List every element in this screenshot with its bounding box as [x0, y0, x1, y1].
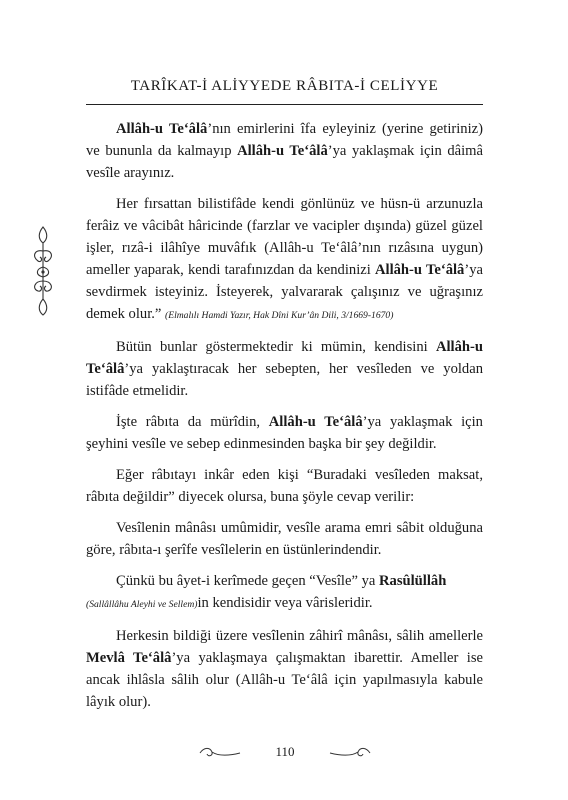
- bold-name: Allâh-u Te‘âlâ: [374, 262, 465, 278]
- text-span: ’ya sevdirmek isteyiniz. İsteyerek, yalvararak çalışınız ve uğraşınız demek olur.”: [86, 262, 483, 322]
- text-span: Her fırsattan bilistifâde kendi gönlünüz ve hüsn-ü arzunuzla ferâiz ve vâcibât hâricinde (farzlar ve vacipler dışında) güzel güzel işler, rızâ-i ilâhîye muvâfık (Allâh-u Te‘âlâ’nın rızâsına uygun) ameller yaparak, kendi tarafınızdan da kendinizi: [86, 196, 483, 278]
- text-span: ’nın emirlerini îfa eyleyiniz (yerine getiriniz) ve bununla da kalmayıp: [86, 121, 483, 159]
- body-text: [86, 118, 483, 722]
- paragraph: [86, 193, 483, 327]
- bold-name: Allâh-u Te‘âlâ: [86, 339, 483, 377]
- text-span: ’ya yaklaşmak için dâimâ vesîle arayınız.: [86, 143, 483, 181]
- paragraph: [86, 517, 483, 561]
- swirl-right-icon: [328, 746, 372, 760]
- bold-name: Rasûlüllâh: [379, 573, 447, 589]
- bold-name: Allâh-u Te‘âlâ: [116, 121, 208, 137]
- page-number: 110: [275, 744, 295, 759]
- floral-ornament-icon: [30, 225, 56, 317]
- text-span: ’ya yaklaşmaya çalışmaktan ibarettir. Ameller ise ancak ihlâsla sâlih olur (Allâh-u Te‘âlâ için yapılmasıyla kabule lâyık olur).: [86, 650, 483, 710]
- text-span: ’ya yaklaşmak için şeyhini vesîle ve sebep edinmesinden başka bir şey değildir.: [86, 414, 483, 452]
- citation: (Sallâllâhu Aleyhi ve Sellem): [86, 599, 198, 610]
- citation: (Elmalılı Hamdi Yazır, Hak Dîni Kur’ân Dili, 3/1669-1670): [165, 310, 394, 321]
- paragraph: [86, 411, 483, 455]
- running-header: TARÎKAT-İ ALİYYEDE RÂBITA-İ CELİYYE: [130, 78, 439, 94]
- text-span: ’ya yaklaştıracak her sebepten, her vesîleden ve yoldan istifâde etmelidir.: [86, 361, 483, 399]
- bold-name: Allâh-u Te‘âlâ: [268, 414, 363, 430]
- paragraph: [86, 336, 483, 402]
- page-footer: [190, 740, 380, 762]
- header-rule: [86, 104, 483, 105]
- paragraph: [86, 464, 483, 508]
- text-span: Vesîlenin mânâsı umûmidir, vesîle arama emri sâbit olduğuna göre, râbıta-ı şerîfe vesîlelerin en üstünlerindendir.: [86, 520, 483, 558]
- paragraph: [86, 570, 483, 616]
- text-span: Eğer râbıtayı inkâr eden kişi “Buradaki vesîleden maksat, râbıta değildir” diyecek olursa, buna şöyle cevap verilir:: [86, 467, 483, 505]
- text-span: Çünkü bu âyet-i kerîmede geçen “Vesîle” ya: [116, 573, 379, 589]
- text-span: Herkesin bildiği üzere vesîlenin zâhirî mânâsı, sâlih amellerle: [116, 628, 483, 644]
- paragraph: [86, 625, 483, 713]
- text-span: İşte râbıta da mürîdin,: [116, 414, 269, 430]
- paragraph: [86, 118, 483, 184]
- text-span: in kendisidir veya vârisleridir.: [197, 595, 373, 611]
- bold-name: Mevlâ Te‘âlâ: [86, 650, 172, 666]
- text-span: Bütün bunlar göstermektedir ki mümin, kendisini: [116, 339, 436, 355]
- bold-name: Allâh-u Te‘âlâ: [237, 143, 328, 159]
